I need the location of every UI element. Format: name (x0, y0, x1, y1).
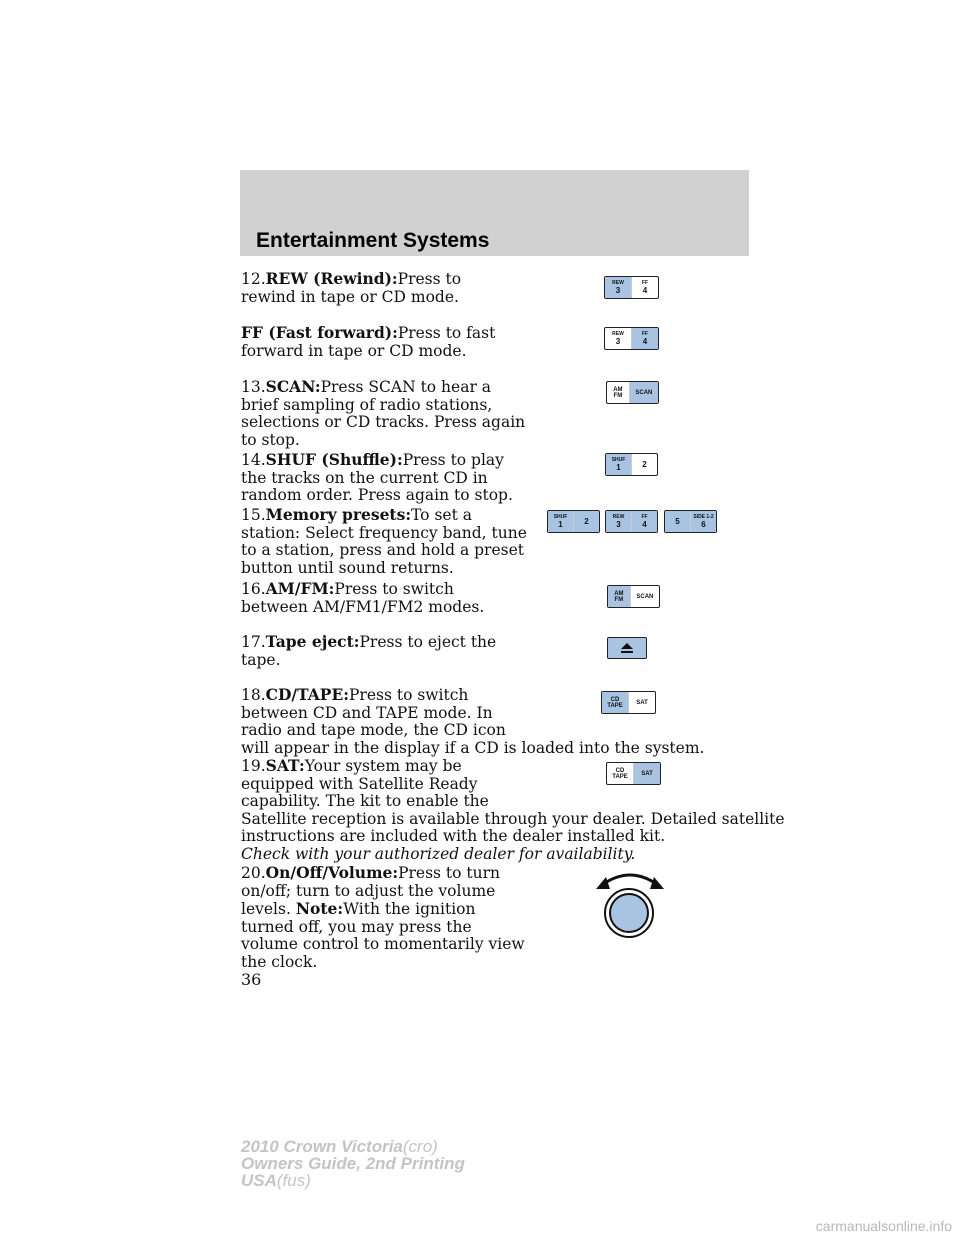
scan-button-icon: AM FM SCAN (606, 381, 659, 404)
eject-icon (607, 637, 647, 659)
rew-ff-button-icon: REW 3 FF 4 (604, 276, 659, 299)
page-number: 36 (241, 970, 262, 989)
item-cdtape: 18.CD/TAPE:Press to switch between CD and TAPE mode. In radio and tape mode, the CD icon will appear in the display if a CD is loaded into the system. (241, 685, 705, 757)
ff-button-icon: REW 3 FF 4 (604, 327, 659, 350)
item-presets: 15.Memory presets:To set a station: Select frequency band, tune to a station, press and hold a preset button until sound returns. (241, 505, 527, 577)
item-rew (241, 270, 461, 306)
preset-1-2-button-icon: SHUF 1 2 (547, 510, 600, 533)
am-fm-button-icon: AM FM SCAN (607, 585, 660, 608)
item-scan: 13.SCAN:Press SCAN to hear a brief sampling of radio stations, selections or CD tracks. Press again to stop. (241, 377, 526, 449)
item-shuf: 14.SHUF (Shuffle):Press to play the tracks on the current CD in random order. Press again to stop. (241, 450, 513, 504)
item-number: 12. (241, 270, 266, 288)
item-sat: 19.SAT:Your system may be equipped with Satellite Ready capability. The kit to enable the Satellite reception is available through your dealer. Detailed satellite instructions are included with the dealer installed kit. Check with your authorized dealer for availability. (241, 756, 785, 863)
cd-tape-button-icon: CD TAPE SAT (601, 691, 656, 714)
sat-button-icon: CD TAPE SAT (606, 762, 661, 785)
volume-knob-icon (592, 863, 672, 943)
watermark: carmanualsonline.info (815, 1218, 952, 1234)
preset-5-6-button-icon: 5 SIDE 1-2 6 (664, 510, 717, 533)
item-text: Press to fast (397, 324, 496, 342)
item-text: Press to (397, 270, 462, 288)
item-text: forward in tape or CD mode. (241, 341, 467, 360)
section-title: Entertainment Systems (256, 229, 490, 252)
item-amfm: 16.AM/FM:Press to switch between AM/FM1/FM2 modes. (241, 579, 485, 616)
availability-note: Check with your authorized dealer for availability. (241, 844, 636, 863)
item-eject: 17.Tape eject:Press to eject the tape. (241, 632, 497, 669)
item-term: FF (Fast forward): (241, 323, 398, 342)
footer: 2010 Crown Victoria(cro) Owners Guide, 2nd Printing USA(fus) (241, 1137, 465, 1190)
item-term: REW (Rewind): (265, 269, 398, 288)
shuf-button-icon: SHUF 1 2 (605, 453, 658, 476)
preset-3-4-button-icon: REW 3 FF 4 (605, 510, 658, 533)
item-text: rewind in tape or CD mode. (241, 287, 459, 306)
item-ff (241, 324, 495, 360)
item-volume: 20.On/Off/Volume:Press to turn on/off; turn to adjust the volume levels. Note:With the ignition turned off, you may press the volume control to momentarily view the clock. (241, 863, 525, 971)
